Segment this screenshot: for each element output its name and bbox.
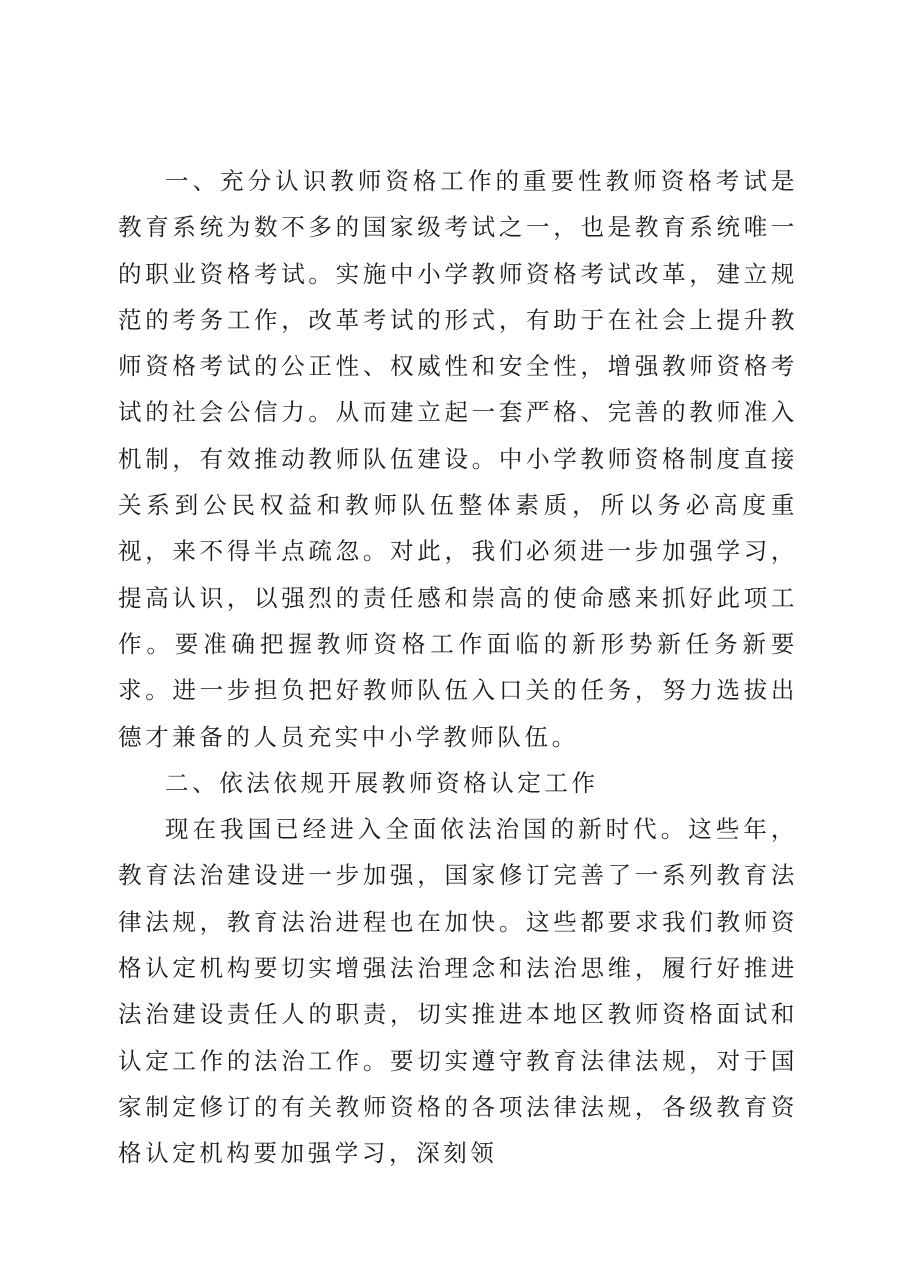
paragraph-2: 现在我国已经进入全面依法治国的新时代。这些年，教育法治建设进一步加强，国家修订完善了一系列教育法律法规，教育法治进程也在加快。这些都要求我们教师资格认定机构要切实增强法治理念和法治思维，履行好推进法治建设责任人的职责，切实推进本地区教师资格面试和认定工作的法治工作。要切实遵守教育法律法规，对于国家制定修订的有关教师资格的各项法律法规，各级教育资格认定机构要加强学习，深刻领 [118,815,798,1168]
document-body [118,158,798,1177]
section-heading-2: 二、依法依规开展教师资格认定工作 [165,768,599,797]
paragraph-1: 一、充分认识教师资格工作的重要性教师资格考试是教育系统为数不多的国家级考试之一，也是教育系统唯一的职业资格考试。实施中小学教师资格考试改革，建立规范的考务工作，改革考试的形式，有助于在社会上提升教师资格考试的公正性、权威性和安全性，增强教师资格考试的社会公信力。从而建立起一套严格、完善的教师准入机制，有效推动教师队伍建设。中小学教师资格制度直接关系到公民权益和教师队伍整体素质，所以务必高度重视，来不得半点疏忽。对此，我们必须进一步加强学习，提高认识，以强烈的责任感和崇高的使命感来抓好此项工作。要准确把握教师资格工作面临的新形势新任务新要求。进一步担负把好教师队伍入口关的任务，努力选拔出德才兼备的人员充实中小学教师队伍。 [118,167,798,751]
